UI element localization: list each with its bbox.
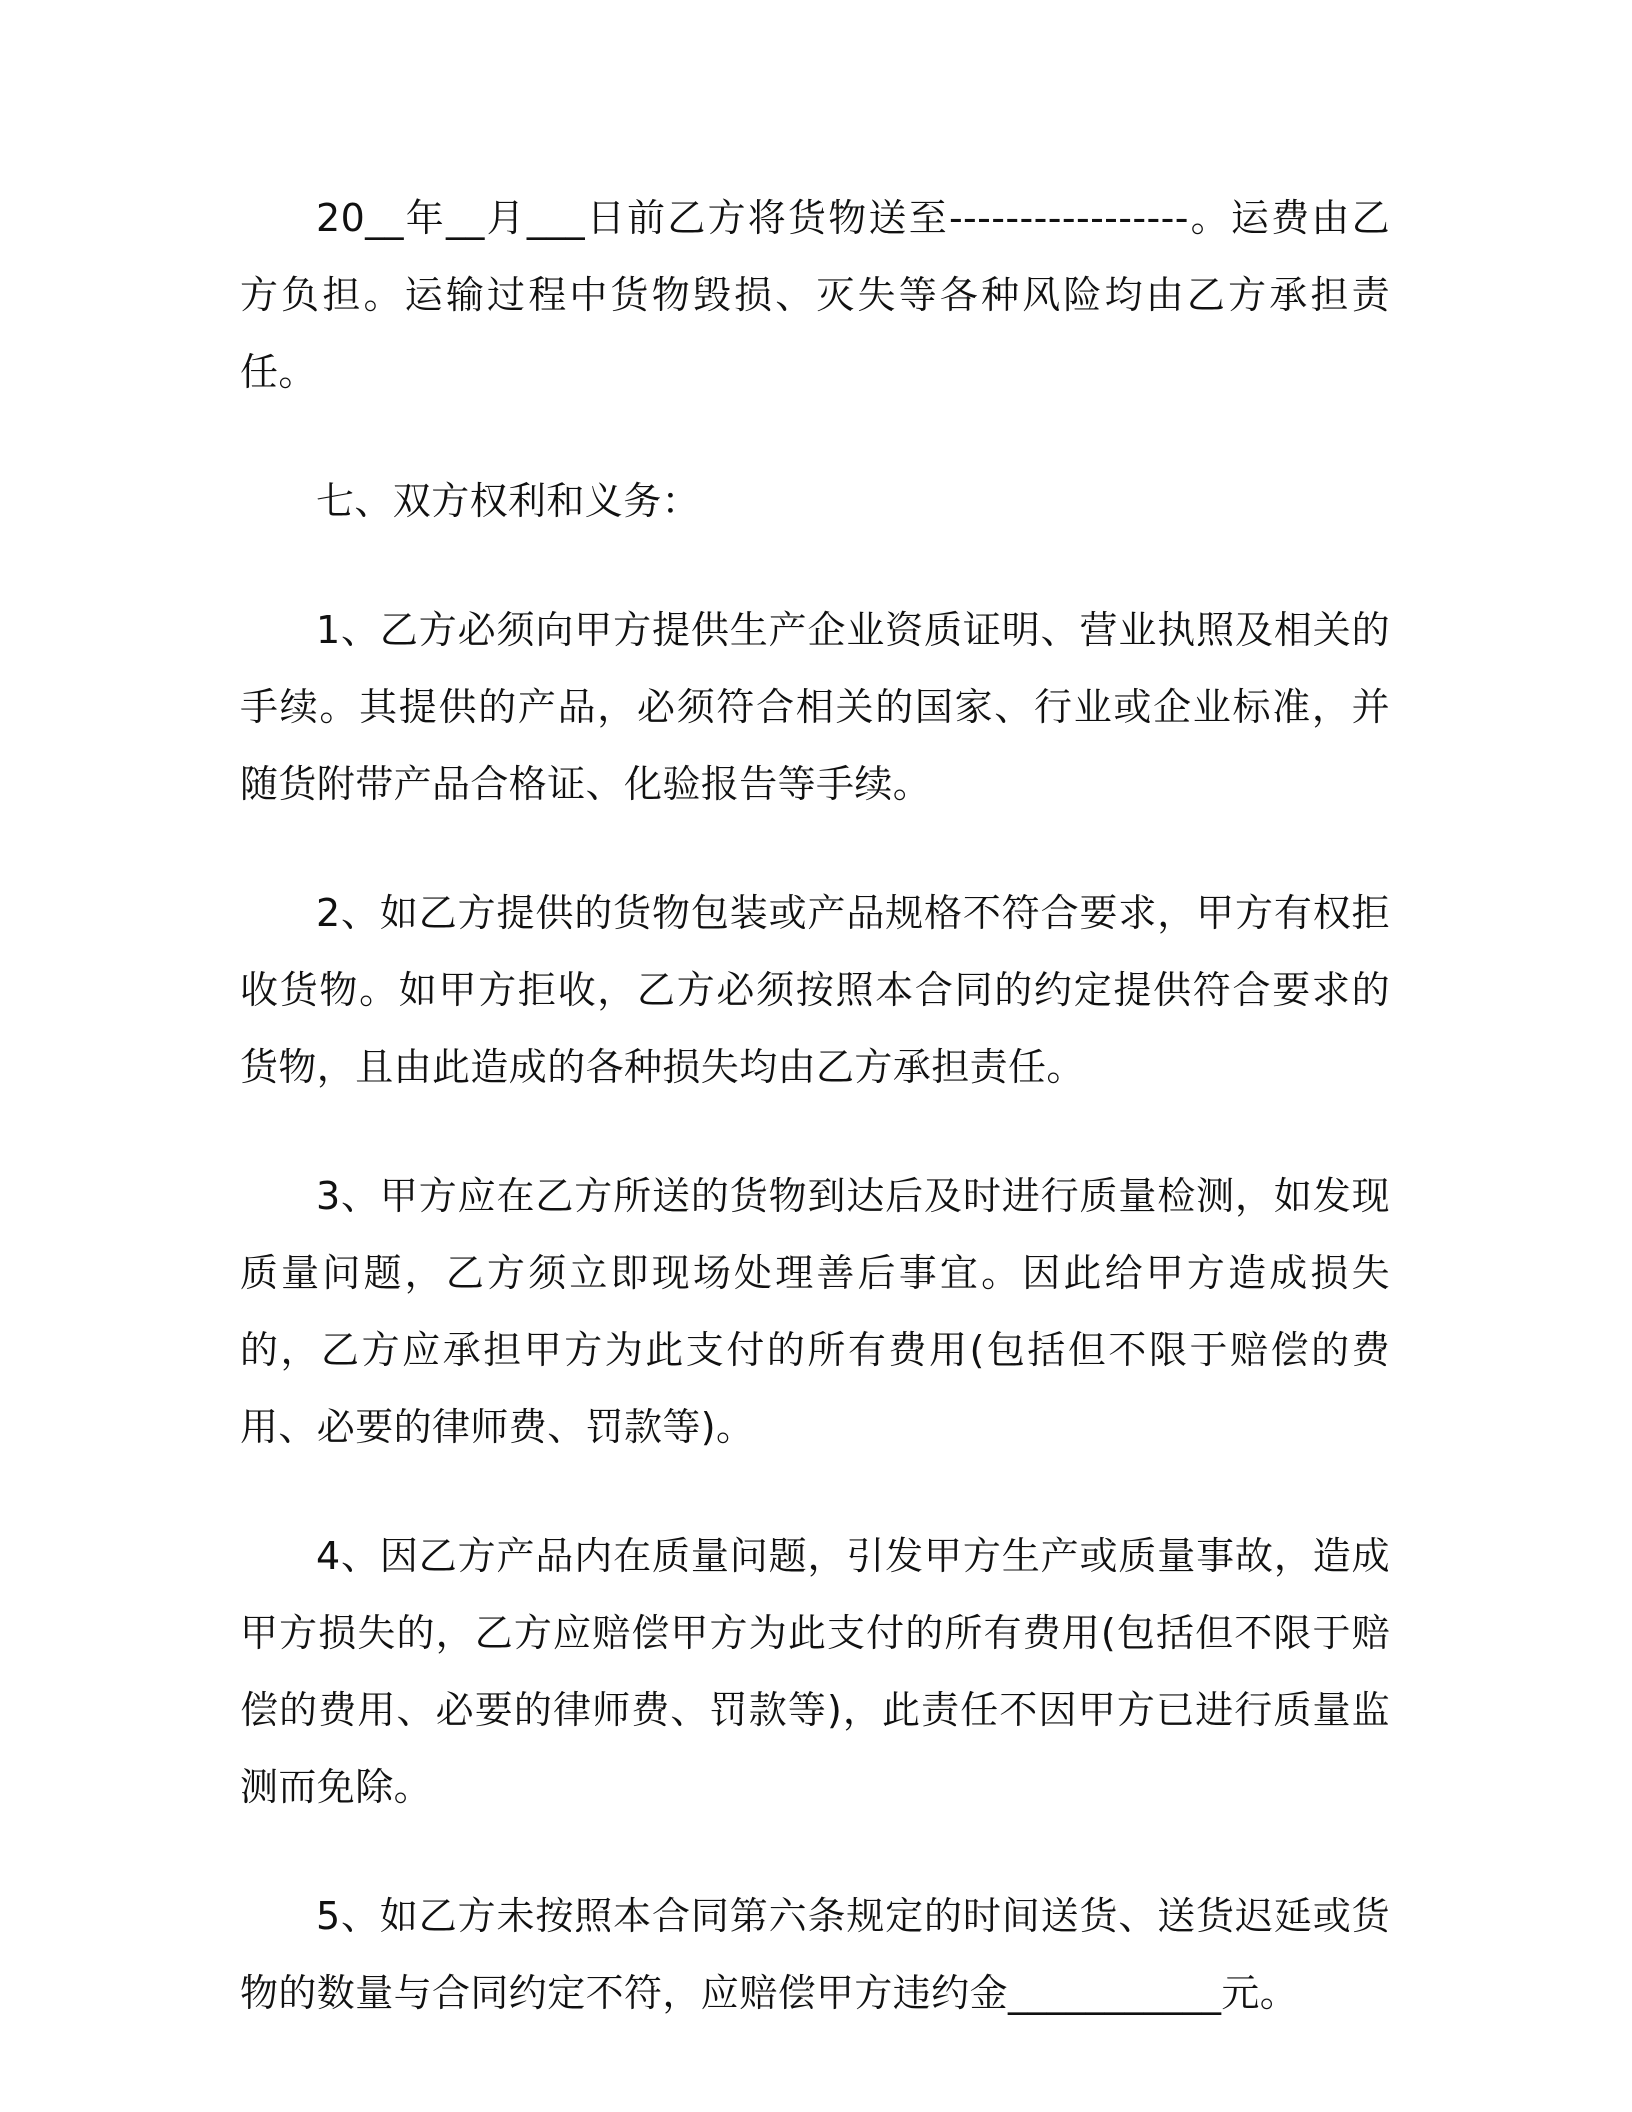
clause-3-paragraph: 3、甲方应在乙方所送的货物到达后及时进行质量检测，如发现质量问题，乙方须立即现场处理善后事宜。因此给甲方造成损失的，乙方应承担甲方为此支付的所有费用(包括但不限于赔偿的费用、必要的律师费、罚款等)。 [240, 1174, 1390, 1449]
clause-1-paragraph: 1、乙方必须向甲方提供生产企业资质证明、营业执照及相关的手续。其提供的产品，必须符合相关的国家、行业或企业标准，并随货附带产品合格证、化验报告等手续。 [240, 608, 1390, 806]
clause-5-paragraph: 5、如乙方未按照本合同第六条规定的时间送货、送货迟延或货物的数量与合同约定不符，应赔偿甲方违约金___________元。 [240, 1894, 1390, 2015]
clause-4-paragraph: 4、因乙方产品内在质量问题，引发甲方生产或质量事故，造成甲方损失的，乙方应赔偿甲方为此支付的所有费用(包括但不限于赔偿的费用、必要的律师费、罚款等)，此责任不因甲方已进行质量监测而免除。 [240, 1534, 1390, 1809]
clause-2-paragraph: 2、如乙方提供的货物包装或产品规格不符合要求，甲方有权拒收货物。如甲方拒收，乙方必须按照本合同的约定提供符合要求的货物，且由此造成的各种损失均由乙方承担责任。 [240, 891, 1390, 1089]
delivery-clause-paragraph: 20__年__月___日前乙方将货物送至-----------------。运费由乙方负担。运输过程中货物毁损、灭失等各种风险均由乙方承担责任。 [240, 196, 1390, 394]
section-heading-rights-obligations: 七、双方权利和义务： [316, 479, 701, 523]
contract-text [240, 180, 1390, 2032]
